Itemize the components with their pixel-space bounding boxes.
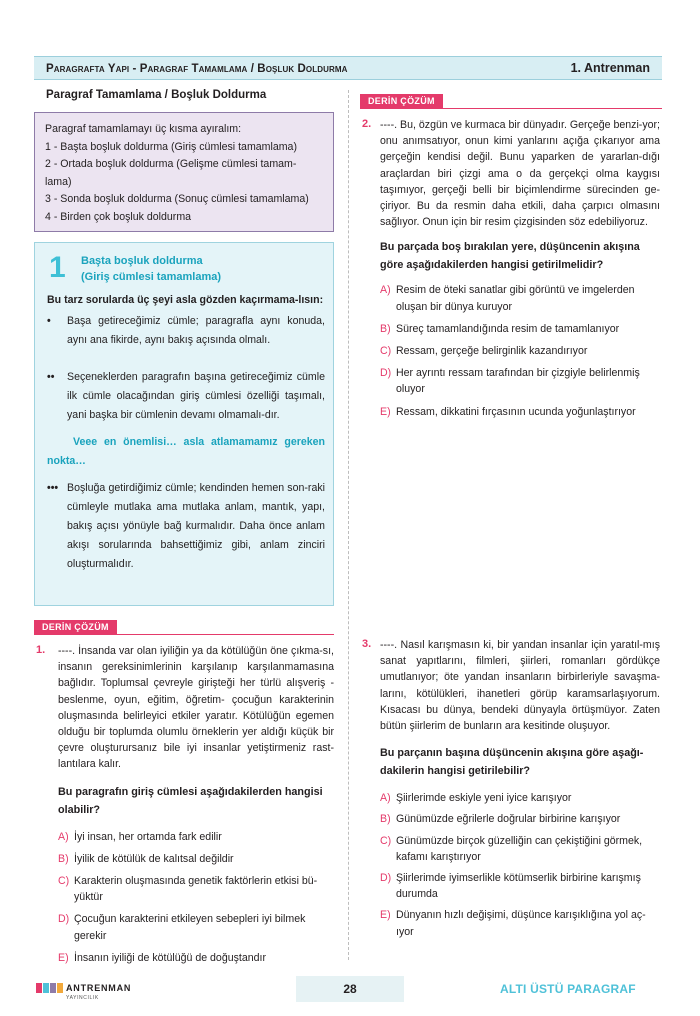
option-letter: B) bbox=[380, 813, 391, 826]
option-text: İyilik de kötülük de kalıtsal değildir bbox=[74, 852, 234, 865]
tip-highlight: Veee en önemlisi… asla atlamamamız gereken nokta… bbox=[47, 436, 325, 467]
bullet-mark: ••• bbox=[47, 482, 59, 494]
option-text: İyi insan, her ortamda fark edilir bbox=[74, 830, 222, 843]
option-a[interactable] bbox=[380, 790, 660, 806]
option-letter: B) bbox=[58, 852, 69, 865]
tip-title bbox=[81, 253, 221, 285]
question-text: ----. Nasıl karışmasın ki, bir yandan insanlar için yaratıl-mış sanat yapıtlarını, filmleri, şiirleri, romanları gördükçe umutlanıyor; öte yandan insanların birbirleriyle savaşma-larını, kötülükleri, ihanetleri görüp karamsarlaşıyorum. Kısacası bu dünya, bendeki dünyayla örtüşmüyor. Zaten bütün şiirlerim de bunların ara kesitinde oluşuyor. bbox=[380, 639, 660, 733]
option-letter: C) bbox=[380, 345, 392, 358]
tip-bullet bbox=[47, 479, 325, 574]
option-d[interactable] bbox=[58, 911, 334, 943]
option-text: Süreç tamamlandığında resim de tamamlanıyor bbox=[396, 322, 620, 335]
option-text: Dünyanın hızlı değişimi, düşünce karışıklığına yol aç-ıyor bbox=[396, 909, 646, 938]
header-section: 1. Antrenman bbox=[570, 61, 650, 75]
solution-tag: DERİN ÇÖZÜM bbox=[34, 620, 117, 635]
intro-line: 1 - Başta boşluk doldurma (Giriş cümlesi tamamlama) bbox=[45, 140, 297, 153]
intro-line: 4 - Birden çok boşluk doldurma bbox=[45, 210, 192, 223]
logo-mark bbox=[43, 983, 49, 993]
question-number: 3. bbox=[362, 638, 372, 650]
option-text: Şiirlerimde iyimserlikle kötümserlik birbirine karışmış durumda bbox=[396, 872, 641, 901]
option-e[interactable] bbox=[380, 907, 660, 939]
tip-title-line: Başta boşluk doldurma bbox=[81, 255, 203, 267]
option-letter: A) bbox=[58, 830, 69, 843]
option-text: Ressam, gerçeğe belirginlik kazandırıyor bbox=[396, 345, 588, 358]
option-letter: B) bbox=[380, 322, 391, 335]
intro-line: 3 - Sonda boşluk doldurma (Sonuç cümlesi tamamlama) bbox=[45, 193, 309, 205]
question-text: ----. İnsanda var olan iyiliğin ya da kötülüğün öne çıkma-sı, insanın gereksinimlerinin karşılanıp karşılanmamasına bağlıdır. Toplumsal çevreyle girişteği her türlü alışveriş -beslenme, oyun, eğitim, öğretim- çocuğun karakterinin oluşmasında belirleyici etkiler yaratır. Kötülüğün egemen olduğu bir toplumda olumlu örneklerin yer aldığı küçük bir çevre oluşturursanız bile iyi insanlar yetiştirmeniz rast-lantılara kalır. bbox=[58, 645, 334, 771]
question-number: 1. bbox=[36, 644, 46, 656]
book-title: ALTI ÜSTÜ PARAGRAF bbox=[500, 982, 636, 996]
option-c[interactable] bbox=[380, 343, 660, 359]
question-stem: Bu parçanın başına düşüncenin akışına göre aşağı-dakilerin hangisi getirilebilir? bbox=[380, 747, 644, 778]
option-text: Çocuğun karakterini etkileyen sebepleri iyi bilmek gerekir bbox=[74, 913, 306, 942]
tip-number: 1 bbox=[49, 251, 66, 284]
tip-bullet bbox=[47, 312, 325, 350]
page-header bbox=[34, 56, 662, 80]
tip-lead: Bu tarz sorularda üç şeyi asla gözden kaçırmama-lısın: bbox=[47, 294, 324, 306]
option-e[interactable] bbox=[58, 950, 334, 966]
option-text: Karakterin oluşmasında genetik faktörlerin etkisi bü-yüktür bbox=[74, 875, 318, 904]
options bbox=[360, 282, 660, 419]
bullet-text: Seçeneklerden paragrafın başına getireceğimiz cümle ilk cümle olacağından giriş cümlesi özelliği taşımalı, yani başka bir cümlenin devamı olmamalı-dır. bbox=[67, 371, 325, 421]
option-d[interactable] bbox=[380, 870, 660, 902]
intro-line: 2 - Ortada boşluk doldurma (Gelişme cümlesi tamam- bbox=[45, 158, 297, 170]
option-c[interactable] bbox=[58, 873, 334, 905]
option-letter: D) bbox=[58, 913, 70, 926]
tip-title-line: (Giriş cümlesi tamamlama) bbox=[81, 271, 222, 283]
option-letter: A) bbox=[380, 792, 391, 805]
logo-mark bbox=[50, 983, 56, 993]
logo-mark bbox=[36, 983, 42, 993]
option-text: Ressam, dikkatini fırçasının ucunda yoğunlaştırıyor bbox=[396, 405, 636, 418]
options bbox=[360, 790, 660, 940]
option-letter: E) bbox=[380, 405, 391, 418]
option-letter: A) bbox=[380, 284, 391, 297]
bullet-text: Başa getireceğimiz cümle; paragrafla aynı konuda, aynı ana fikirde, aynı bakış açısında olmalı. bbox=[67, 315, 325, 346]
question-number: 2. bbox=[362, 118, 372, 130]
solution-tag: DERİN ÇÖZÜM bbox=[360, 94, 443, 109]
option-text: Günümüzde eğrilerle doğrular birbirine karışıyor bbox=[396, 813, 621, 826]
page-number: 28 bbox=[296, 976, 404, 1002]
option-e[interactable] bbox=[380, 404, 660, 420]
logo-subtext: YAYINCILIK bbox=[66, 995, 99, 1001]
option-text: Günümüzde birçok güzelliğin can çekiştiğini görmek, kafamı karıştırıyor bbox=[396, 834, 643, 863]
bullet-mark: •• bbox=[47, 371, 55, 383]
section-title: Paragraf Tamamlama / Boşluk Doldurma bbox=[46, 89, 267, 101]
option-letter: E) bbox=[380, 909, 391, 922]
question-stem: Bu parçada boş bırakılan yere, düşüncenin akışına göre aşağıdakilerden hangisi getirilmelidir? bbox=[380, 241, 640, 272]
option-b[interactable] bbox=[380, 321, 660, 337]
options bbox=[34, 829, 334, 966]
tip-body bbox=[47, 291, 325, 574]
option-letter: D) bbox=[380, 367, 392, 380]
option-c[interactable] bbox=[380, 833, 660, 865]
option-a[interactable] bbox=[380, 282, 660, 314]
publisher-logo bbox=[36, 979, 136, 999]
option-b[interactable] bbox=[380, 811, 660, 827]
option-a[interactable] bbox=[58, 829, 334, 845]
question-2 bbox=[360, 117, 660, 420]
option-b[interactable] bbox=[58, 851, 334, 867]
option-letter: D) bbox=[380, 872, 392, 885]
option-letter: C) bbox=[58, 875, 70, 888]
option-letter: E) bbox=[58, 951, 69, 964]
header-title: Paragrafta Yapı - Paragraf Tamamlama / Boşluk Doldurma bbox=[46, 63, 348, 75]
question-3 bbox=[360, 637, 660, 940]
column-divider bbox=[348, 90, 349, 960]
question-stem: Bu paragrafın giriş cümlesi aşağıdakilerden hangisi olabilir? bbox=[58, 785, 323, 816]
intro-line: lama) bbox=[45, 175, 72, 188]
option-text: Şiirlerimde eskiyle yeni iyice karışıyor bbox=[396, 792, 572, 805]
option-d[interactable] bbox=[380, 365, 660, 397]
logo-mark bbox=[57, 983, 63, 993]
question-1 bbox=[34, 643, 334, 966]
bullet-text: Boşluğa getirdiğimiz cümle; kendinden hemen son-raki cümleyle mutlaka ama mutlaka anlam, mantık, yapı, bakış açısı yönüyle bağ kurmalıdır. Daha önce anlam akışı sorularında bahsettiğimiz gibi, anlam zinciri oluşturmalıdır. bbox=[67, 482, 325, 570]
intro-line: Paragraf tamamlamayı üç kısma ayıralım: bbox=[45, 123, 242, 135]
tip-box bbox=[34, 242, 334, 606]
tip-bullet bbox=[47, 368, 325, 425]
question-text: ----. Bu, özgün ve kurmaca bir dünyadır. Gerçeğe benzi-yor; onu anımsatıyor, onun kimi yanlarını açığa çıkarıyor ama gerçeğin kendisi değil. Bunu yaparken de yararlan-dığı araçlardan biri çizgi ama o da gerçekçi olma kaygısı taşımıyor, gerçeği belli bir biçimlendirme sürecinden ge-çiriyor. Bu da resmin daha etkili, daha çarpıcı olmasını sağlıyor. Onun için bir resim çizgisinden söz edebiliyoruz. bbox=[380, 119, 660, 229]
option-text: Her ayrıntı ressam tarafından bir çizgiyle belirlenmiş oluyor bbox=[396, 367, 640, 396]
option-text: Resim de öteki sanatlar gibi görüntü ve imgelerden oluşan bir dünya kuruyor bbox=[396, 284, 635, 313]
option-text: İnsanın iyiliği de kötülüğü de doğuştandır bbox=[74, 951, 266, 964]
logo-text: ANTRENMAN bbox=[66, 983, 132, 993]
bullet-mark: • bbox=[47, 315, 51, 327]
option-letter: C) bbox=[380, 834, 392, 847]
intro-box bbox=[34, 112, 334, 232]
